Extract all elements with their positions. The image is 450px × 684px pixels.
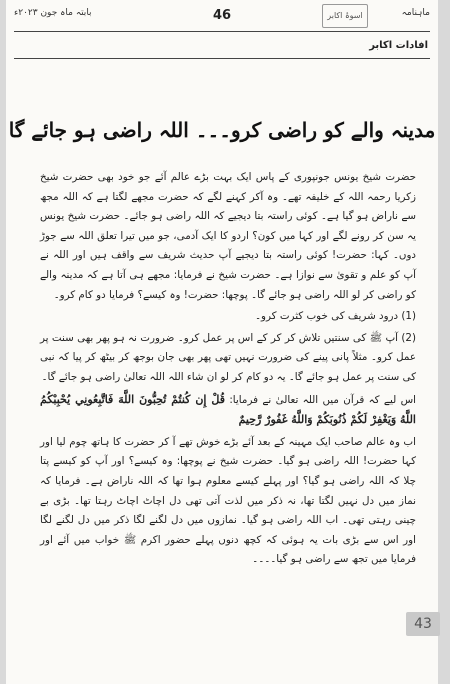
paragraph: اب وہ عالم صاحب ایک مہینہ کے بعد آئے بڑے خوش تھے آ کر حضرت کا ہاتھ چوم لیا اور کہا حضرت! اللہ راضی ہو گیا۔ حضرت شیخ نے پوچھا: وہ کیسے؟ اور آپ کو کیسے پتا چلا کہ اللہ راضی ہو گیا؟ اور پہلے کیسے معلوم ہوا تھا کہ اللہ ناراض ہے۔ فرمایا کہ نماز میں دل نہیں لگتا تھا، نہ ذکر میں لذت آتی تھی دل اچاٹ اچاٹ رہتا تھا۔ بڑی بے چینی رہتی تھی۔ اب اللہ راضی ہو گیا۔ نمازوں میں دل لگنے لگا ذکر میں دل لگنے لگا اور اس سے بڑی بات یہ ہوئی کہ کچھ دنوں پہلے حضور اکرم ﷺ خواب میں آئے اور فرمایا میں تجھ سے راضی ہو گیا۔۔۔۔ (40, 435, 416, 566)
header-page-number: 46 (212, 8, 232, 23)
verse-intro: اس لیے کہ قرآن میں اللہ تعالیٰ نے فرمایا: (229, 393, 416, 406)
issue-date: بابتہ ماہ جون ۲۰۲۳ء (14, 8, 92, 18)
article-title: مدینہ والے کو راضی کرو۔۔۔ اللہ راضی ہو جائے گا (8, 118, 436, 142)
quran-verse: قُلْ إِن كُنتُمْ تُحِبُّونَ اللَّهَ فَاتَّبِعُونِي يُحْبِبْكُمُ اللَّهُ وَيَغْفِرْ لَكُمْ ذُنُوبَكُمْ وَاللَّهُ غَفُورٌ رَّحِيمٌ (40, 392, 416, 427)
section-label: افادات اکابر (369, 40, 428, 51)
page-header (6, 4, 438, 30)
journal-name: ماہنامہ (401, 8, 430, 18)
journal-page (6, 0, 438, 684)
list-item: (2) آپ ﷺ کی سنتیں تلاش کر کر کے اس پر عمل کرو۔ ضرورت نہ ہو پھر بھی سنت پر عمل کرو۔ مثلاً پانی پینے کی ضرورت نہیں تھی پھر بھی جان بوجھ کر بیٹھ کر پیا کہ نبی کی سنت پر عمل ہو جائے گا۔ یہ دو کام کر لو ان شاء اللہ اللہ تعالیٰ راضی ہو جائے گا۔ (40, 331, 416, 383)
article-body (40, 168, 416, 572)
paragraph (40, 390, 416, 431)
list-item: (1) درود شریف کی خوب کثرت کرو۔ (254, 310, 416, 323)
page-number-badge: 43 (406, 612, 440, 636)
paragraph: حضرت شیخ یونس جونپوری کے پاس ایک بہت بڑے عالم آئے جو خود بھی حضرت شیخ زکریا رحمہ اللہ کے خلیفہ تھے۔ وہ آکر کہنے لگے کہ حضرت مجھے لگتا ہے کہ اللہ مجھ سے ناراض ہو گیا ہے۔ کوئی راستہ بتا دیجیے کہ اللہ راضی ہو جائے۔ حضرت شیخ یونس یہ سن کر رونے لگے اور کہا میں کون؟ اردو کا ایک آدمی، جو میں تیرا تعلق اللہ سے جوڑ دوں۔ کہا: حضرت! کوئی راستہ بتا دیجیے آپ حدیث شریف سے واقف ہیں اور اللہ نے آپ کو علم و تقویٰ سے نوازا ہے۔ حضرت شیخ نے فرمایا: مجھے ہی آتا ہے کہ مدینہ والے کو راضی کر لو اللہ راضی ہو جائے گا۔ پوچھا: حضرت! وہ کیسے؟ فرمایا دو کام کرو۔ (40, 171, 416, 301)
section-rule (14, 58, 430, 59)
journal-logo: اسوۂ اکابر (322, 4, 368, 28)
header-rule (14, 31, 430, 32)
